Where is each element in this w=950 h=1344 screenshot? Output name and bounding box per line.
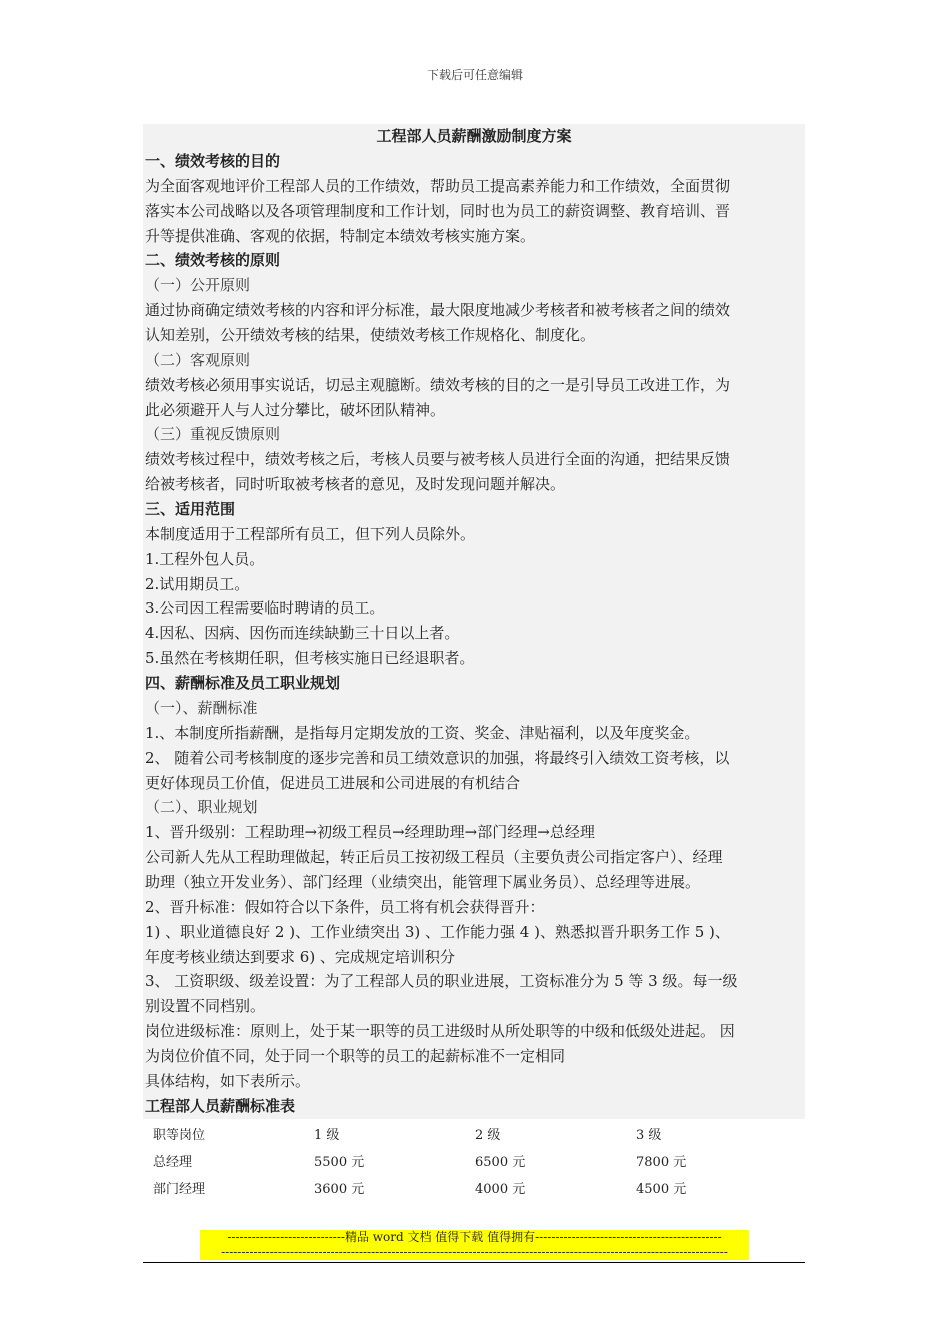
salary-table	[143, 1120, 805, 1201]
table-header-cell: 3 级	[636, 1128, 662, 1143]
document-title: 工程部人员薪酬激励制度方案	[376, 127, 572, 145]
table-cell: 4000 元	[475, 1182, 526, 1197]
table-cell: 3600 元	[314, 1182, 365, 1197]
paragraph-line: 通过协商确定绩效考核的内容和评分标准，最大限度地减少考核者和被考核者之间的绩效	[145, 301, 731, 319]
section-heading: 二、绩效考核的原则	[145, 251, 281, 269]
section-heading: 三、适用范围	[145, 500, 236, 518]
table-header-cell: 2 级	[475, 1128, 501, 1143]
paragraph-line: 给被考核者，同时听取被考核者的意见，及时发现问题并解决。	[145, 475, 566, 493]
paragraph-line: 3.公司因工程需要临时聘请的员工。	[145, 599, 385, 617]
paragraph-line: 本制度适用于工程部所有员工，但下列人员除外。	[145, 525, 476, 543]
table-cell: 部门经理	[153, 1182, 206, 1197]
footer-banner-line: -----------------------------------------------------------------------------------------------------------------------------	[221, 1245, 728, 1259]
table-header-cell: 职等岗位	[153, 1128, 206, 1143]
table-row	[143, 1147, 805, 1174]
paragraph-line: 更好体现员工价值，促进员工进展和公司进展的有机结合	[145, 774, 521, 792]
subsection-heading: （二）客观原则	[145, 351, 251, 369]
paragraph-line: 绩效考核必须用事实说话，切忌主观臆断。绩效考核的目的之一是引导员工改进工作，为	[145, 376, 731, 394]
paragraph-line: 2、晋升标准：假如符合以下条件，员工将有机会获得晋升：	[145, 898, 545, 916]
paragraph-line: 1、晋升级别：工程助理→初级工程员→经理助理→部门经理→总经理	[145, 823, 595, 841]
paragraph-line: 具体结构，如下表所示。	[145, 1072, 311, 1090]
paragraph-line: 升等提供准确、客观的依据，特制定本绩效考核实施方案。	[145, 227, 536, 245]
section-heading: 四、薪酬标准及员工职业规划	[145, 674, 341, 692]
paragraph-line: 助理（独立开发业务）、部门经理（业绩突出，能管理下属业务员）、总经理等进展。	[145, 873, 701, 891]
table-cell: 4500 元	[636, 1182, 687, 1197]
paragraph-line: 落实本公司战略以及各项管理制度和工作计划，同时也为员工的薪资调整、教育培训、晋	[145, 202, 731, 220]
footer-banner	[200, 1230, 749, 1260]
paragraph-line: 公司新人先从工程助理做起，转正后员工按初级工程员（主要负责公司指定客户）、经理	[145, 848, 723, 866]
paragraph-line: 年度考核业绩达到要求 6) 、完成规定培训积分	[145, 948, 455, 966]
paragraph-line: 1.工程外包人员。	[145, 550, 265, 568]
paragraph-line: 为岗位价值不同，处于同一个职等的员工的起薪标准不一定相同	[145, 1047, 566, 1065]
paragraph-line: 此必须避开人与人过分攀比，破坏团队精神。	[145, 401, 446, 419]
table-cell: 总经理	[153, 1155, 193, 1170]
document-body	[143, 124, 805, 1119]
table-row	[143, 1174, 805, 1201]
subsection-heading: （三）重视反馈原则	[145, 425, 281, 443]
table-cell: 5500 元	[314, 1155, 365, 1170]
paragraph-line: 绩效考核过程中，绩效考核之后，考核人员要与被考核人员进行全面的沟通，把结果反馈	[145, 450, 731, 468]
paragraph-line: 5.虽然在考核期任职，但考核实施日已经退职者。	[145, 649, 475, 667]
paragraph-line: 别设置不同档别。	[145, 997, 266, 1015]
table-header-cell: 1 级	[314, 1128, 340, 1143]
paragraph-line: 2、 随着公司考核制度的逐步完善和员工绩效意识的加强，将最终引入绩效工资考核，以	[145, 749, 730, 767]
subsection-heading: （二）、职业规划	[145, 798, 258, 816]
paragraph-line: 1.、本制度所指薪酬，是指每月定期发放的工资、奖金、津贴福利，以及年度奖金。	[145, 724, 700, 742]
paragraph-line: 2.试用期员工。	[145, 575, 250, 593]
table-header-row	[143, 1120, 805, 1147]
section-heading: 一、绩效考核的目的	[145, 152, 281, 170]
footer-banner-line: -----------------------------精品 word 文档 值得下载 值得拥有----------------------------------------------	[227, 1230, 722, 1244]
paragraph-line: 认知差别，公开绩效考核的结果，使绩效考核工作规格化、制度化。	[145, 326, 596, 344]
paragraph-line: 岗位进级标准：原则上，处于某一职等的员工进级时从所处职等的中级和低级处进起。 因	[145, 1022, 735, 1040]
header-note: 下载后可任意编辑	[426, 68, 523, 82]
table-cell: 6500 元	[475, 1155, 526, 1170]
subsection-heading: （一）公开原则	[145, 276, 251, 294]
paragraph-line: 1) 、职业道德良好 2 )、工作业绩突出 3) 、工作能力强 4 )、熟悉拟晋升职务工作 5 )、	[145, 923, 730, 941]
paragraph-line: 3、 工资职级、级差设置：为了工程部人员的职业进展，工资标准分为 5 等 3 级。每一级	[145, 972, 738, 990]
subsection-heading: （一）、薪酬标准	[145, 699, 258, 717]
paragraph-line: 为全面客观地评价工程部人员的工作绩效，帮助员工提高素养能力和工作绩效，全面贯彻	[145, 177, 731, 195]
paragraph-line: 4.因私、因病、因伤而连续缺勤三十日以上者。	[145, 624, 460, 642]
section-heading: 工程部人员薪酬标准表	[145, 1097, 296, 1115]
footer-rule	[143, 1262, 805, 1263]
table-cell: 7800 元	[636, 1155, 687, 1170]
